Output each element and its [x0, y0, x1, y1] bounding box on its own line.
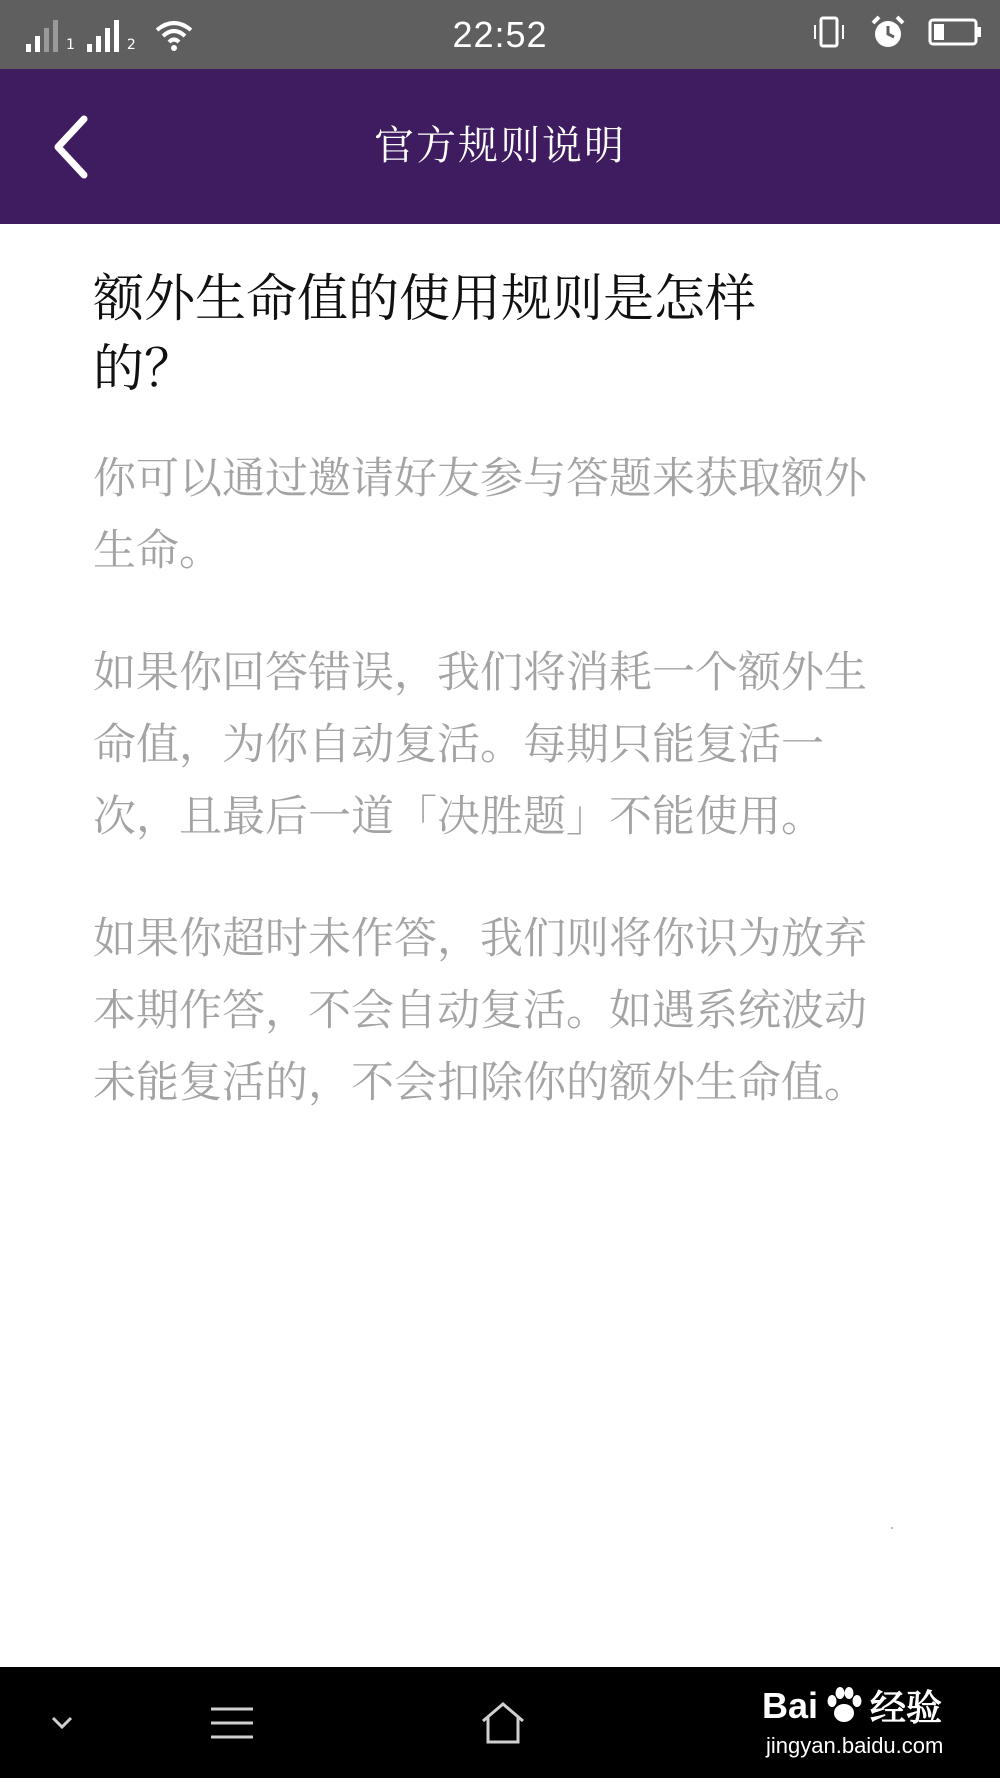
status-time: 22:52	[452, 14, 548, 55]
battery-icon	[928, 17, 982, 47]
app-header	[0, 69, 1000, 224]
paw-icon	[824, 1687, 864, 1725]
sim2-label: 2	[126, 37, 136, 53]
page-title: 官方规则说明	[374, 123, 626, 169]
watermark-brand-row	[762, 1680, 962, 1731]
article-paragraph-2: 如果你回答错误，我们将消耗一个额外生命值，为你自动复活。每期只能复活一次，且最后一道「决胜题」不能使用。	[93, 648, 867, 842]
watermark-suffix: 经验	[870, 1687, 943, 1728]
sim1-label: 1	[66, 37, 75, 53]
watermark-url: jingyan.baidu.com	[766, 1733, 944, 1758]
menu-icon	[209, 1705, 255, 1741]
article	[93, 265, 903, 1119]
chevron-down-icon	[50, 1715, 74, 1731]
article-paragraph-1: 你可以通过邀请好友参与答题来获取额外生命。	[93, 454, 867, 576]
menu-button[interactable]	[196, 1667, 268, 1778]
watermark-brand: Bai	[762, 1684, 819, 1726]
collapse-button[interactable]	[30, 1667, 94, 1778]
divider-dot	[891, 1527, 893, 1529]
alarm-icon	[870, 14, 906, 50]
article-question: 额外生命值的使用规则是怎样的？	[93, 270, 757, 399]
home-button[interactable]	[465, 1667, 541, 1778]
article-paragraph-3: 如果你超时未作答，我们则将你识为放弃本期作答，不会自动复活。如遇系统波动未能复活的，不会扣除你的额外生命值。	[93, 914, 867, 1108]
vibrate-icon	[812, 15, 848, 49]
status-right-icons	[812, 14, 982, 50]
status-bar	[0, 0, 1000, 69]
watermark	[762, 1680, 962, 1770]
home-icon	[479, 1701, 527, 1745]
